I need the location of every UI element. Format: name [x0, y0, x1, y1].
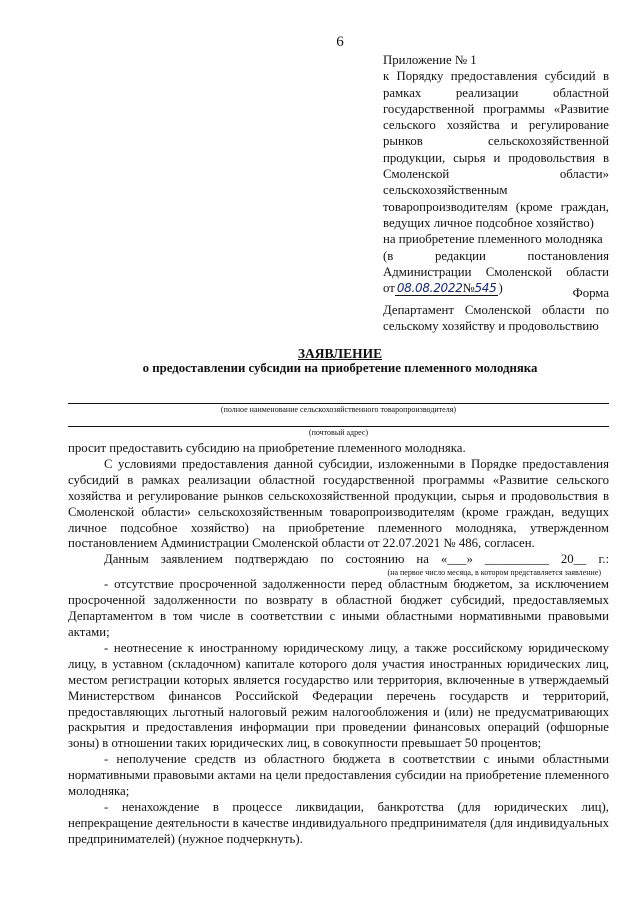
address-fill-line — [68, 426, 609, 427]
name-caption: (полное наименование сельскохозяйственного товаропроизводителя) — [220, 405, 457, 414]
appendix-block — [383, 52, 609, 296]
handwritten-number: 545 — [474, 281, 497, 296]
address-caption: (почтовый адрес) — [308, 428, 369, 437]
appendix-line: Смоленской области» — [383, 167, 609, 182]
confirm-line: Данным заявлением подтверждаю по состоянию на «___» __________ 20__ г.: — [104, 552, 609, 567]
body-line: предпринимателей) (нужное подчеркнуть). — [68, 831, 303, 846]
date-note-caption: (на первое число месяца, в котором представляется заявление) — [387, 568, 601, 578]
document-title: ЗАЯВЛЕНИЕ — [297, 346, 383, 361]
appendix-line: Приложение № 1 — [383, 53, 477, 67]
appendix-line: государственной программы «Развитие — [383, 101, 609, 116]
body-line: лицу, в уставном (складочном) капитале которого доля участия иностранных юридических лиц, — [68, 656, 609, 671]
body-line: нормативными правовыми актами на цели предоставления субсидии на приобретение племенного — [68, 768, 609, 783]
body-line: раскрытия и предоставления информации при проведении финансовых операций (офшорные — [68, 720, 609, 735]
handwritten-date-value: 08.08.2022 — [396, 281, 463, 296]
body-line: С условиями предоставления данной субсидии, изложенными в Порядке предоставления — [104, 456, 609, 471]
body-line: Департаментом в том числе в соответствии с иными областными нормативными правовыми — [68, 609, 609, 624]
appendix-line: продукции, сырья и продовольствия в — [383, 150, 609, 165]
appendix-line: сельскохозяйственным — [383, 183, 508, 198]
appendix-line: товаропроизводителям (кроме граждан, — [383, 199, 609, 214]
department-block — [383, 302, 609, 335]
body-line: непрекращение деятельности в качестве индивидуального предпринимателя (для индивидуальных — [68, 815, 609, 830]
body-line: - неотнесение к иностранному юридическому лицу, а также российскому юридическому — [104, 640, 609, 655]
body-line: субсидий в рамках реализации областной государственной программы «Развитие сельского — [68, 472, 609, 487]
appendix-line: к Порядку предоставления субсидий в — [383, 69, 609, 84]
body-line: зоны) в отношении таких юридических лиц, в совокупности превышает 50 процентов; — [68, 736, 542, 751]
form-label: Форма — [572, 286, 609, 300]
body-line: просит предоставить субсидию на приобретение племенного молодняка. — [68, 441, 466, 455]
appendix-line: ведущих личное подсобное хозяйство) — [383, 215, 594, 230]
body-line: - отсутствие просроченной задолженности перед областным бюджетом, за исключением — [104, 577, 609, 592]
body-line: Министерством финансов Российской Федерации перечень государств и территорий, — [68, 688, 609, 703]
appendix-line: рамках реализации областной — [383, 85, 609, 100]
page-number: 6 — [336, 34, 344, 50]
body-line: - неполучение средств из областного бюджета в соответствии с иными областными — [104, 752, 609, 767]
body-line: предоставляющих льготный налоговый режим налогообложения и (или) не предусматривающих — [68, 704, 609, 719]
appendix-line: на приобретение племенного молодняка — [383, 232, 603, 247]
appendix-line: Администрации Смоленской области — [383, 264, 609, 279]
body-line: актами; — [68, 624, 110, 639]
body-line: - ненахождение в процессе ликвидации, банкротства (для юридических лиц), — [104, 799, 609, 814]
department-line: Департамент Смоленской области по — [383, 303, 609, 317]
appendix-line: рынков сельскохозяйственной — [383, 134, 609, 149]
name-fill-line — [68, 403, 609, 404]
department-line: сельскому хозяйству и продовольствию — [383, 319, 599, 334]
date-prefix: от — [383, 281, 395, 296]
body-line: постановлением Администрации Смоленской области от 22.07.2021 № 486, согласен. — [68, 536, 535, 551]
body-line: местом регистрации которых является государство или территория, включенные в утверждаемый — [68, 672, 609, 687]
body-line: хозяйства и регулирование рынков сельскохозяйственной продукции, сырья и продовольствия в — [68, 488, 609, 503]
body-line: молодняка; — [68, 784, 130, 799]
document-subtitle: о предоставлении субсидии на приобретение племенного молодняка — [142, 361, 538, 375]
closing-paren: ) — [498, 281, 503, 296]
number-prefix: № — [462, 281, 475, 296]
body-line: Смоленской области» сельскохозяйственным товаропроизводителям (кроме граждан, ведущих — [68, 504, 609, 519]
body-text — [68, 441, 609, 848]
body-line: просроченной задолженности по возврату в областной бюджет субсидий, предоставляемых — [68, 593, 609, 608]
handwritten-date — [395, 282, 499, 296]
body-line: личное подсобное хозяйство) на приобретение племенного молодняка, утвержденном — [68, 520, 609, 535]
appendix-line: (в редакции постановления — [383, 248, 609, 263]
appendix-line: сельского хозяйства и регулирование — [383, 118, 609, 133]
